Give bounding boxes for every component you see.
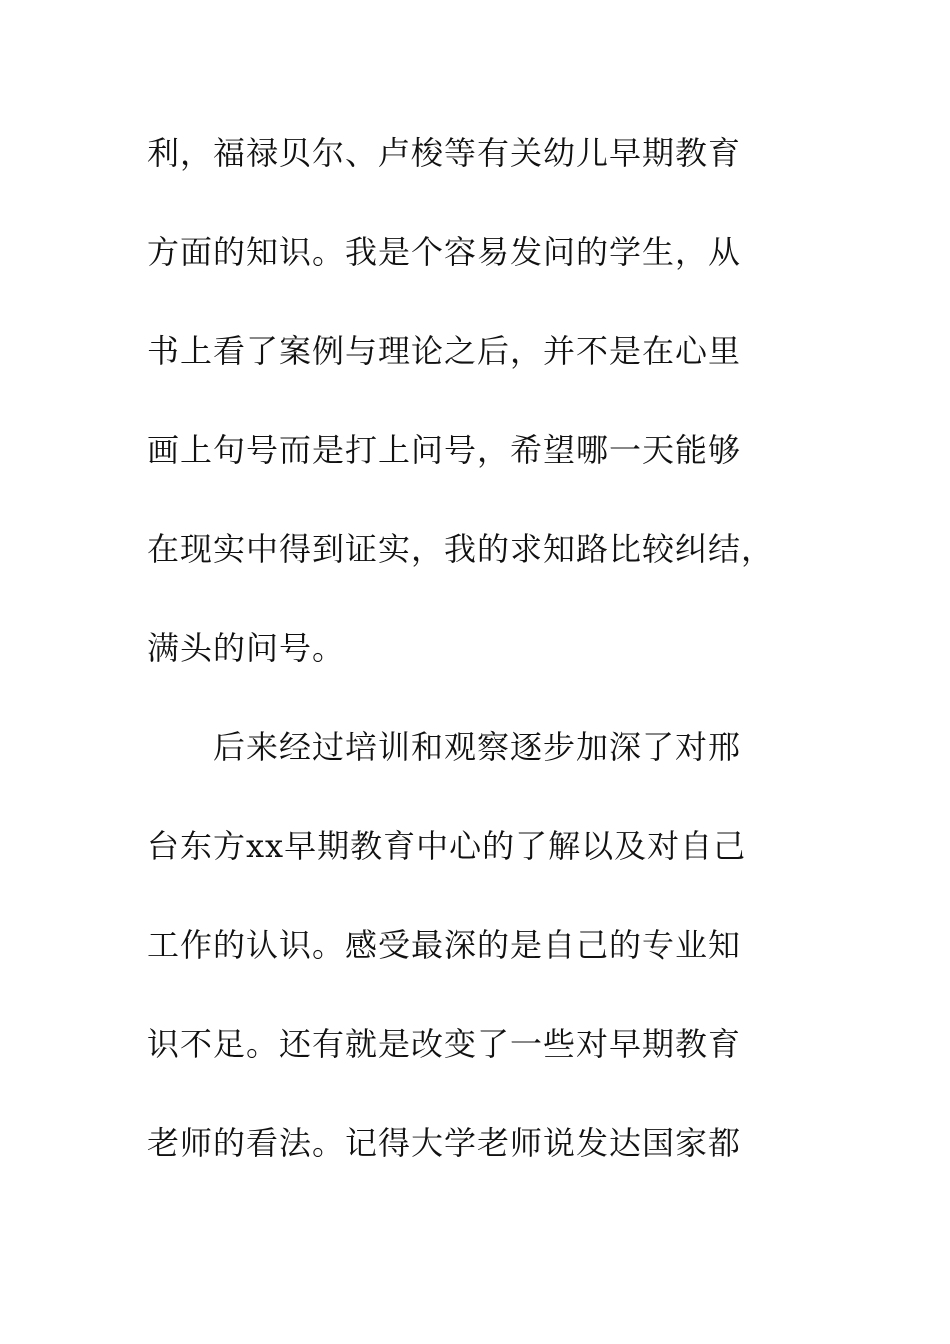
paragraph-2-line-3: 工作的认识。感受最深的是自己的专业知 bbox=[147, 926, 742, 964]
paragraph-1-line-2: 方面的知识。我是个容易发问的学生，从 bbox=[147, 233, 742, 271]
paragraph-2-line-4: 识不足。还有就是改变了一些对早期教育 bbox=[147, 1025, 742, 1063]
paragraph-1-line-3: 书上看了案例与理论之后，并不是在心里 bbox=[147, 332, 742, 370]
paragraph-1-line-6: 满头的问号。 bbox=[147, 629, 346, 667]
paragraph-1-line-1: 利，福禄贝尔、卢梭等有关幼儿早期教育 bbox=[147, 134, 742, 172]
paragraph-1-line-5: 在现实中得到证实，我的求知路比较纠结， bbox=[147, 530, 775, 568]
paragraph-1-line-4: 画上句号而是打上问号，希望哪一天能够 bbox=[147, 431, 742, 469]
paragraph-2-line-2: 台东方xx早期教育中心的了解以及对自己 bbox=[147, 827, 747, 865]
paragraph-2-line-1: 后来经过培训和观察逐步加深了对邢 bbox=[213, 728, 742, 766]
paragraph-2-line-5: 老师的看法。记得大学老师说发达国家都 bbox=[147, 1124, 742, 1162]
